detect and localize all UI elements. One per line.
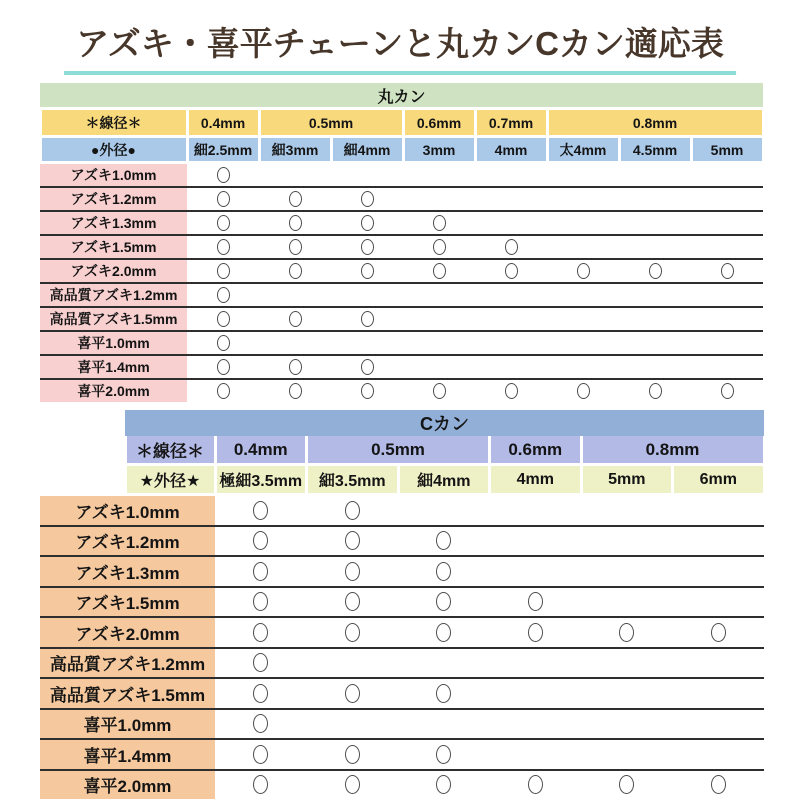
compat-cell <box>691 212 763 234</box>
compat-cell <box>490 679 582 708</box>
row-label: アズキ1.5mm <box>40 236 187 258</box>
compat-cell <box>547 188 619 210</box>
outer-diameter-col: 3mm <box>405 138 474 161</box>
compat-cell <box>581 740 673 769</box>
circle-mark-icon <box>433 239 446 255</box>
compat-cell <box>475 260 547 282</box>
compat-cell <box>475 212 547 234</box>
table-row <box>40 769 764 800</box>
row-label: 高品質アズキ1.5mm <box>40 679 215 708</box>
compat-cell <box>619 332 691 354</box>
compat-cell <box>673 527 765 556</box>
compat-cell <box>403 236 475 258</box>
compat-cell <box>619 212 691 234</box>
compat-cell <box>581 679 673 708</box>
compat-cell <box>490 557 582 586</box>
outer-diameter-row <box>40 138 763 161</box>
compat-cell <box>490 710 582 739</box>
compat-cell <box>398 771 490 800</box>
compat-cell <box>187 164 259 186</box>
compat-cell <box>398 618 490 647</box>
compat-cell <box>187 356 259 378</box>
t2-header-row <box>40 410 764 433</box>
circle-mark-icon <box>217 311 230 327</box>
compat-cell <box>398 557 490 586</box>
circle-mark-icon <box>217 239 230 255</box>
compat-cell <box>307 679 399 708</box>
circle-mark-icon <box>436 531 451 550</box>
compat-cell <box>547 332 619 354</box>
circle-mark-icon <box>361 191 374 207</box>
circle-mark-icon <box>505 383 518 399</box>
row-label: アズキ1.0mm <box>40 164 187 186</box>
circle-mark-icon <box>253 745 268 764</box>
outer-diameter-col: 5mm <box>583 466 672 493</box>
outer-diameter-col: 細2.5mm <box>189 138 258 161</box>
circle-mark-icon <box>361 215 374 231</box>
row-label: 高品質アズキ1.2mm <box>40 284 187 306</box>
outer-diameter-col: 4mm <box>491 466 580 493</box>
compat-cell <box>619 236 691 258</box>
circle-mark-icon <box>433 215 446 231</box>
compat-cell <box>691 188 763 210</box>
compat-cell <box>581 557 673 586</box>
compat-cell <box>475 164 547 186</box>
compat-cell <box>619 260 691 282</box>
table-row <box>40 210 763 234</box>
compat-cell <box>307 649 399 678</box>
circle-mark-icon <box>217 359 230 375</box>
compat-cell <box>403 164 475 186</box>
compat-cell <box>331 236 403 258</box>
compat-cell <box>619 164 691 186</box>
compat-cell <box>691 260 763 282</box>
compat-cell <box>398 588 490 617</box>
row-label: 喜平2.0mm <box>40 771 215 800</box>
compat-cell <box>581 496 673 525</box>
row-label: 喜平2.0mm <box>40 380 187 402</box>
compat-cell <box>215 557 307 586</box>
circle-mark-icon <box>361 263 374 279</box>
circle-mark-icon <box>361 383 374 399</box>
compat-cell <box>673 649 765 678</box>
table-row <box>40 677 764 708</box>
compat-cell <box>475 188 547 210</box>
circle-mark-icon <box>345 775 360 794</box>
circle-mark-icon <box>217 383 230 399</box>
table-row <box>40 496 764 525</box>
compat-cell <box>259 284 331 306</box>
compat-cell <box>490 588 582 617</box>
circle-mark-icon <box>436 623 451 642</box>
outer-diameter-header: ★外径★ <box>127 466 214 493</box>
compat-cell <box>403 356 475 378</box>
compat-cell <box>259 212 331 234</box>
compat-cell <box>691 236 763 258</box>
compat-cell <box>398 679 490 708</box>
circle-mark-icon <box>577 383 590 399</box>
compat-cell <box>673 557 765 586</box>
outer-diameter-header: ●外径● <box>42 138 186 161</box>
compat-cell <box>215 649 307 678</box>
circle-mark-icon <box>361 359 374 375</box>
compat-cell <box>307 588 399 617</box>
wire-diameter-group: 0.6mm <box>491 436 580 463</box>
compat-cell <box>187 380 259 402</box>
row-label: アズキ1.2mm <box>40 188 187 210</box>
compat-cell <box>215 618 307 647</box>
circle-mark-icon <box>345 562 360 581</box>
compat-cell <box>403 260 475 282</box>
compat-cell <box>403 380 475 402</box>
circle-mark-icon <box>649 263 662 279</box>
circle-mark-icon <box>289 263 302 279</box>
compat-cell <box>673 588 765 617</box>
circle-mark-icon <box>253 714 268 733</box>
outer-diameter-col: 4.5mm <box>621 138 690 161</box>
circle-mark-icon <box>345 592 360 611</box>
compat-cell <box>307 710 399 739</box>
ckan-table <box>40 410 764 799</box>
compat-cell <box>691 356 763 378</box>
compat-cell <box>331 356 403 378</box>
compat-cell <box>398 527 490 556</box>
row-label: 喜平1.4mm <box>40 740 215 769</box>
circle-mark-icon <box>289 239 302 255</box>
compat-cell <box>490 771 582 800</box>
circle-mark-icon <box>345 623 360 642</box>
circle-mark-icon <box>436 745 451 764</box>
circle-mark-icon <box>619 623 634 642</box>
circle-mark-icon <box>253 501 268 520</box>
compat-cell <box>398 740 490 769</box>
circle-mark-icon <box>649 383 662 399</box>
table-row <box>40 186 763 210</box>
circle-mark-icon <box>721 263 734 279</box>
compat-cell <box>403 284 475 306</box>
compat-cell <box>331 284 403 306</box>
table-row <box>40 616 764 647</box>
page-title: アズキ・喜平チェーンと丸カンCカン適応表 <box>64 18 736 75</box>
row-label: 高品質アズキ1.5mm <box>40 308 187 330</box>
compat-cell <box>259 332 331 354</box>
circle-mark-icon <box>289 383 302 399</box>
compat-cell <box>307 618 399 647</box>
compat-cell <box>398 649 490 678</box>
table-row <box>40 258 763 282</box>
compat-cell <box>307 527 399 556</box>
table-row <box>40 306 763 330</box>
compat-cell <box>490 740 582 769</box>
compat-cell <box>673 496 765 525</box>
wire-diameter-group: 0.4mm <box>189 110 258 135</box>
compat-cell <box>547 212 619 234</box>
row-label: アズキ1.5mm <box>40 588 215 617</box>
circle-mark-icon <box>528 592 543 611</box>
row-label: アズキ2.0mm <box>40 618 215 647</box>
row-label: アズキ1.3mm <box>40 557 215 586</box>
compat-cell <box>547 236 619 258</box>
compat-cell <box>259 380 331 402</box>
circle-mark-icon <box>289 311 302 327</box>
circle-mark-icon <box>619 775 634 794</box>
compat-cell <box>307 740 399 769</box>
wire-diameter-group: 0.8mm <box>583 436 763 463</box>
t1-title-bar: 丸カン <box>40 83 763 107</box>
compat-cell <box>581 649 673 678</box>
compat-cell <box>307 771 399 800</box>
compat-cell <box>673 740 765 769</box>
row-label: アズキ1.3mm <box>40 212 187 234</box>
t1-body <box>40 164 763 402</box>
compat-cell <box>307 557 399 586</box>
compat-cell <box>691 308 763 330</box>
compat-cell <box>187 188 259 210</box>
compat-cell <box>331 164 403 186</box>
circle-mark-icon <box>217 215 230 231</box>
compat-cell <box>490 527 582 556</box>
circle-mark-icon <box>253 623 268 642</box>
compat-cell <box>215 496 307 525</box>
compat-cell <box>259 356 331 378</box>
compat-cell <box>691 332 763 354</box>
circle-mark-icon <box>345 531 360 550</box>
compat-cell <box>187 212 259 234</box>
compat-cell <box>490 618 582 647</box>
wire-diameter-row <box>40 436 764 463</box>
compat-cell <box>403 332 475 354</box>
table-row <box>40 354 763 378</box>
outer-diameter-col: 太4mm <box>549 138 618 161</box>
wire-diameter-group: 0.5mm <box>261 110 402 135</box>
compat-cell <box>215 679 307 708</box>
compat-cell <box>215 588 307 617</box>
compat-cell <box>475 380 547 402</box>
wire-diameter-row <box>40 110 763 135</box>
circle-mark-icon <box>217 335 230 351</box>
row-label: 喜平1.0mm <box>40 710 215 739</box>
circle-mark-icon <box>436 562 451 581</box>
compat-cell <box>398 710 490 739</box>
compat-cell <box>475 356 547 378</box>
outer-diameter-col: 6mm <box>674 466 763 493</box>
compat-cell <box>331 332 403 354</box>
compat-cell <box>403 212 475 234</box>
circle-mark-icon <box>253 653 268 672</box>
compat-cell <box>490 496 582 525</box>
compat-cell <box>475 236 547 258</box>
compat-cell <box>475 308 547 330</box>
circle-mark-icon <box>253 775 268 794</box>
outer-diameter-col: 極細3.5mm <box>217 466 306 493</box>
compat-cell <box>259 236 331 258</box>
circle-mark-icon <box>345 745 360 764</box>
compat-cell <box>490 649 582 678</box>
compat-cell <box>259 164 331 186</box>
outer-diameter-col: 細3mm <box>261 138 330 161</box>
wire-diameter-group: 0.6mm <box>405 110 474 135</box>
compat-cell <box>547 356 619 378</box>
table-row <box>40 647 764 678</box>
compat-cell <box>619 356 691 378</box>
circle-mark-icon <box>361 239 374 255</box>
row-label: 喜平1.0mm <box>40 332 187 354</box>
compat-cell <box>187 260 259 282</box>
outer-diameter-col: 4mm <box>477 138 546 161</box>
compat-cell <box>673 618 765 647</box>
compat-cell <box>398 496 490 525</box>
circle-mark-icon <box>361 311 374 327</box>
circle-mark-icon <box>253 684 268 703</box>
compat-cell <box>331 308 403 330</box>
table-row <box>40 282 763 306</box>
circle-mark-icon <box>217 263 230 279</box>
circle-mark-icon <box>711 623 726 642</box>
table-row <box>40 586 764 617</box>
wire-diameter-group: 0.8mm <box>549 110 762 135</box>
outer-diameter-col: 細4mm <box>400 466 489 493</box>
circle-mark-icon <box>253 592 268 611</box>
wire-diameter-header: ＊線径＊ <box>127 436 214 463</box>
circle-mark-icon <box>505 263 518 279</box>
table-row <box>40 164 763 186</box>
compat-cell <box>691 380 763 402</box>
table-row <box>40 738 764 769</box>
compat-cell <box>581 527 673 556</box>
table-row <box>40 378 763 402</box>
compat-cell <box>547 284 619 306</box>
t2-title-bar: Cカン <box>125 410 764 436</box>
compat-cell <box>331 212 403 234</box>
circle-mark-icon <box>436 775 451 794</box>
circle-mark-icon <box>253 531 268 550</box>
circle-mark-icon <box>345 684 360 703</box>
marukan-table <box>40 83 763 402</box>
table-row <box>40 525 764 556</box>
row-label: アズキ1.2mm <box>40 527 215 556</box>
compat-cell <box>187 284 259 306</box>
compat-cell <box>581 710 673 739</box>
compat-cell <box>187 236 259 258</box>
circle-mark-icon <box>289 191 302 207</box>
circle-mark-icon <box>528 775 543 794</box>
circle-mark-icon <box>289 215 302 231</box>
wire-diameter-group: 0.5mm <box>308 436 488 463</box>
compat-cell <box>547 164 619 186</box>
circle-mark-icon <box>577 263 590 279</box>
circle-mark-icon <box>436 592 451 611</box>
circle-mark-icon <box>217 287 230 303</box>
outer-diameter-col: 細4mm <box>333 138 402 161</box>
compat-cell <box>619 284 691 306</box>
compat-cell <box>547 380 619 402</box>
compat-cell <box>259 308 331 330</box>
compat-cell <box>619 380 691 402</box>
circle-mark-icon <box>721 383 734 399</box>
compat-cell <box>581 771 673 800</box>
table-row <box>40 330 763 354</box>
circle-mark-icon <box>345 501 360 520</box>
compat-cell <box>259 188 331 210</box>
table-row <box>40 555 764 586</box>
table-row <box>40 234 763 258</box>
compat-cell <box>215 740 307 769</box>
compat-cell <box>307 496 399 525</box>
compat-cell <box>691 164 763 186</box>
wire-diameter-header: ＊線径＊ <box>42 110 186 135</box>
row-label: アズキ1.0mm <box>40 496 215 525</box>
compat-cell <box>547 308 619 330</box>
compat-cell <box>403 308 475 330</box>
compat-cell <box>403 188 475 210</box>
compat-cell <box>187 332 259 354</box>
compat-cell <box>619 188 691 210</box>
row-label: 高品質アズキ1.2mm <box>40 649 215 678</box>
compat-cell <box>331 380 403 402</box>
row-label: アズキ2.0mm <box>40 260 187 282</box>
circle-mark-icon <box>433 263 446 279</box>
t1-header-row <box>40 83 763 107</box>
circle-mark-icon <box>436 684 451 703</box>
outer-diameter-col: 5mm <box>693 138 762 161</box>
table-row <box>40 708 764 739</box>
compat-cell <box>215 771 307 800</box>
t2-body <box>40 496 764 799</box>
compat-cell <box>475 284 547 306</box>
outer-diameter-row <box>40 466 764 493</box>
compat-cell <box>581 618 673 647</box>
compat-cell <box>619 308 691 330</box>
outer-diameter-col: 細3.5mm <box>308 466 397 493</box>
compat-cell <box>547 260 619 282</box>
circle-mark-icon <box>505 239 518 255</box>
wire-diameter-group: 0.7mm <box>477 110 546 135</box>
compat-cell <box>215 527 307 556</box>
compat-cell <box>187 308 259 330</box>
circle-mark-icon <box>711 775 726 794</box>
compat-cell <box>673 771 765 800</box>
circle-mark-icon <box>217 191 230 207</box>
row-label: 喜平1.4mm <box>40 356 187 378</box>
compat-cell <box>691 284 763 306</box>
wire-diameter-group: 0.4mm <box>217 436 306 463</box>
circle-mark-icon <box>253 562 268 581</box>
compat-cell <box>215 710 307 739</box>
circle-mark-icon <box>433 383 446 399</box>
compat-cell <box>673 710 765 739</box>
compat-cell <box>673 679 765 708</box>
compat-cell <box>331 260 403 282</box>
circle-mark-icon <box>528 623 543 642</box>
circle-mark-icon <box>217 167 230 183</box>
compat-cell <box>475 332 547 354</box>
circle-mark-icon <box>289 359 302 375</box>
compat-cell <box>331 188 403 210</box>
compat-cell <box>259 260 331 282</box>
compat-cell <box>581 588 673 617</box>
